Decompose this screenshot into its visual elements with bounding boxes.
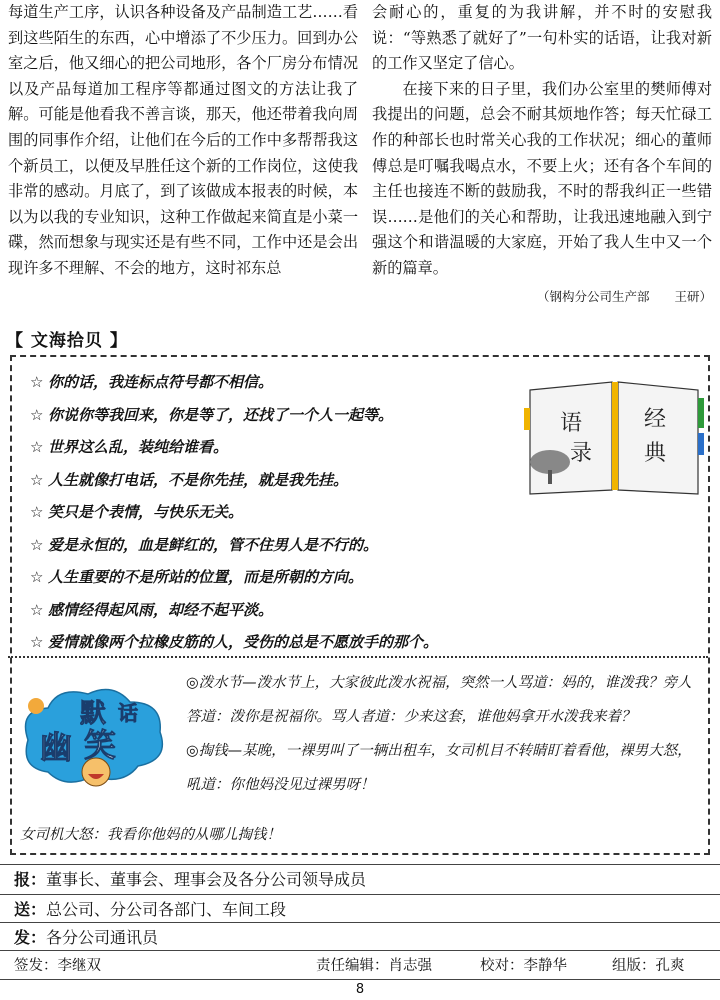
quote-item bbox=[30, 529, 550, 562]
distribution-row-report bbox=[0, 864, 720, 894]
distribution-label: 发： bbox=[14, 928, 47, 947]
footer-editor: 责任编辑：肖志强 bbox=[316, 958, 432, 974]
distribution-label: 送： bbox=[14, 900, 47, 919]
star-icon: ☆ bbox=[30, 568, 44, 586]
logo-char-hua: 话 bbox=[118, 701, 138, 725]
book-left-page bbox=[530, 382, 612, 494]
quote-text: 人生重要的不是所站的位置，而是所朝的方向。 bbox=[48, 568, 364, 586]
logo-char-you: 幽 bbox=[40, 728, 73, 766]
article-left-column bbox=[8, 0, 358, 282]
quote-text: 笑只是个表情，与快乐无关。 bbox=[48, 503, 244, 521]
quote-text: 人生就像打电话，不是你先挂，就是我先挂。 bbox=[48, 470, 349, 489]
quote-item bbox=[30, 464, 550, 497]
quote-text: 世界这么乱，装纯给谁看。 bbox=[48, 438, 229, 456]
humor-logo bbox=[18, 680, 168, 800]
quote-text: 爱情就像两个拉橡皮筋的人，受伤的总是不愿放手的那个。 bbox=[48, 633, 439, 651]
joke-2: ◎掏钱—某晚，一裸男叫了一辆出租车，女司机目不转睛盯着看他，裸男大怒，吼道：你他妈没见过裸男呀！ bbox=[186, 743, 692, 793]
quote-item bbox=[30, 399, 550, 432]
book-spine bbox=[612, 382, 618, 490]
logo-char-mo: 默 bbox=[80, 699, 107, 729]
joke-list bbox=[186, 666, 706, 802]
book-right-char-1: 经 bbox=[644, 407, 667, 432]
distribution-text: 总公司、分公司各部门、车间工段 bbox=[46, 900, 287, 919]
footer-layout: 组版：孔爽 bbox=[612, 958, 685, 974]
quote-text: 爱是永恒的，血是鲜红的，管不住男人是不行的。 bbox=[48, 535, 379, 554]
quote-item bbox=[30, 626, 550, 659]
star-icon: ☆ bbox=[30, 633, 44, 651]
quote-text: 你的话，我连标点符号都不相信。 bbox=[48, 373, 274, 391]
star-icon: ☆ bbox=[30, 600, 44, 619]
distribution-text: 董事长、董事会、理事会及各分公司领导成员 bbox=[46, 870, 367, 889]
quote-text: 你说你等我回来，你是等了，还找了一个人一起等。 bbox=[48, 405, 394, 424]
joke-2-ending: 女司机大怒：我看你他妈的从哪儿掏钱！ bbox=[20, 827, 281, 843]
star-icon: ☆ bbox=[30, 470, 44, 489]
quote-item bbox=[30, 366, 550, 399]
article-left-text: 每道生产工序，认识各种设备及产品制造工艺……看到这些陌生的东西，心中增添了不少压力。回到办公室之后，他又细心的把公司地形，各个厂房分布情况以及产品每道加工程序等都通过图文的方法让我了解。可能是他看我不善言谈，那天，他还带着我向周围的同事作介绍，让他们在今后的工作中多帮帮我这个新员工，以便及早胜任这个新的工作岗位，这使我非常的感动。月底了，到了该做成本报表的时候，本以为以我的专业知识，这种工作做起来简直是小菜一碟，然而想象与现实还是有些不同，工作中还是会出现许多不理解、不会的地方，这时祁东总 bbox=[8, 3, 358, 277]
cartoon-head-icon bbox=[28, 698, 44, 714]
bookmark-green bbox=[698, 398, 704, 428]
article-right-column bbox=[372, 0, 712, 309]
distribution-row-issue bbox=[0, 922, 720, 952]
bookmark-yellow bbox=[524, 408, 530, 430]
bookmark-blue bbox=[698, 433, 704, 455]
book-left-char-2: 录 bbox=[570, 441, 593, 466]
star-icon: ☆ bbox=[30, 503, 44, 521]
quote-item bbox=[30, 431, 550, 464]
distribution-label: 报： bbox=[14, 870, 47, 889]
star-icon: ☆ bbox=[30, 438, 44, 456]
article-signature: （钢构分公司生产部 王研） bbox=[536, 288, 712, 304]
book-illustration bbox=[520, 378, 710, 498]
book-left-char-1: 语 bbox=[560, 411, 583, 436]
distribution-text: 各分公司通讯员 bbox=[46, 928, 159, 947]
quote-item bbox=[30, 594, 550, 627]
joke-1: ◎泼水节—泼水节上，大家彼此泼水祝福，突然一人骂道：妈的，谁泼我？旁人答道：泼你是祝福你。骂人者道：少来这套，谁他妈拿开水泼我来着？ bbox=[186, 675, 692, 725]
book-right-char-2: 典 bbox=[644, 441, 667, 466]
quote-item bbox=[30, 561, 550, 594]
article-right-paragraph-2: 在接下来的日子里，我们办公室里的樊师傅对我提出的问题，总会不耐其烦地作答；每天忙碌工作的种部长也时常关心我的工作状况；细心的董师傅总是叮嘱我喝点水，不要上火；还有各个车间的主任也接连不断的鼓励我，不时的帮我纠正一些错误……是他们的关心和帮助，让我迅速地融入到宁强这个和谐温暖的大家庭，开始了我人生中又一个新的篇章。 bbox=[372, 79, 712, 277]
section-title: 【 文海拾贝 】 bbox=[6, 331, 128, 351]
logo-char-xiao: 笑 bbox=[84, 726, 117, 764]
page-number: 8 bbox=[355, 982, 365, 997]
star-icon: ☆ bbox=[30, 373, 44, 391]
footer-proof: 校对：李静华 bbox=[480, 958, 567, 974]
quote-item bbox=[30, 496, 550, 529]
footer-credits bbox=[0, 950, 720, 980]
footer-issuer: 签发：李继双 bbox=[14, 958, 101, 974]
quote-text: 感情经得起风雨，却经不起平淡。 bbox=[48, 600, 274, 619]
star-icon: ☆ bbox=[30, 535, 44, 554]
article-right-paragraph-1: 会耐心的，重复的为我讲解，并不时的安慰我说：“等熟悉了就好了”一句朴实的话语，让我对新的工作又坚定了信心。 bbox=[372, 3, 712, 73]
star-icon: ☆ bbox=[30, 405, 44, 424]
quote-list bbox=[30, 366, 550, 659]
book-right-page bbox=[618, 382, 698, 494]
distribution-row-send bbox=[0, 894, 720, 924]
